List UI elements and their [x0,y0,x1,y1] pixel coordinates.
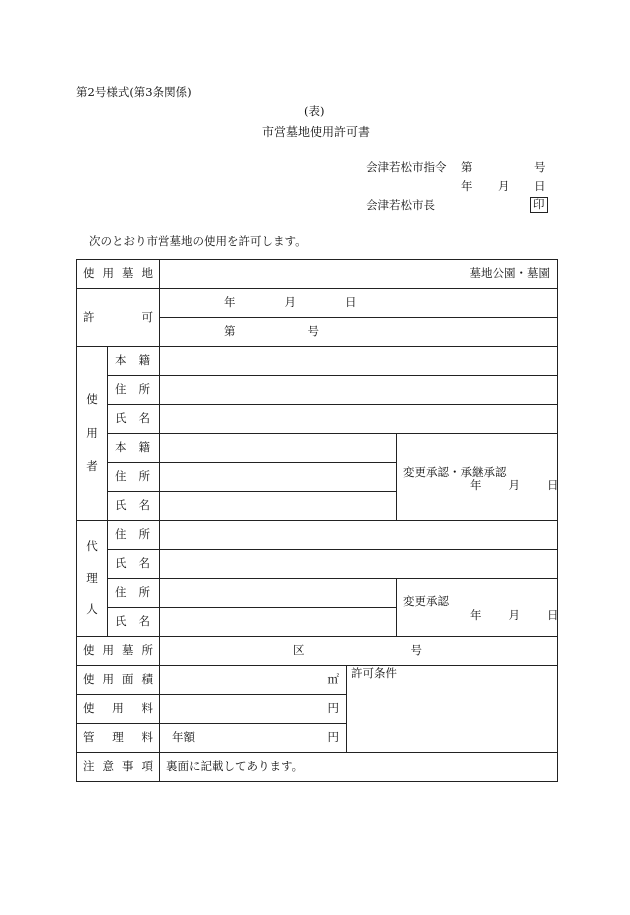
char: 用 [112,701,124,716]
char: 項 [141,759,153,774]
char: 墓 [122,643,134,658]
fee-label [77,695,160,724]
row-notes [77,753,558,782]
agent-change-hi: 日 [547,608,559,622]
char: 用 [86,425,98,440]
agent-jusho-2-label [108,579,160,608]
grave-ku: 区 [293,643,305,658]
user-jusho-field[interactable] [160,376,558,405]
agent-label [77,521,108,637]
user-change-hi: 日 [547,478,559,492]
mayor-label: 会津若松市長 [366,198,435,212]
char: 許 [83,309,95,324]
char: 可 [141,309,153,324]
issue-hi: 日 [534,179,546,193]
char: 氏 [115,556,127,571]
use-cemetery-value[interactable] [160,260,558,289]
char: 積 [141,672,153,687]
char: 本 [115,353,127,368]
fee-unit: 円 [327,701,339,716]
char: 氏 [115,411,127,426]
char: 事 [122,759,134,774]
char: 所 [138,527,150,542]
agent-shimei-2-label [108,608,160,637]
char: 用 [102,672,114,687]
char: 用 [102,266,114,281]
agent-change-nen: 年 [470,608,482,622]
char: 使 [83,701,95,716]
agent-shimei-2-field[interactable] [160,608,397,637]
char: 面 [122,672,134,687]
row-user-jusho [77,376,558,405]
use-cemetery-label [77,260,160,289]
char: 料 [141,730,153,745]
char: 所 [138,382,150,397]
area-unit: ㎡ [327,672,339,687]
char: 地 [141,266,153,281]
user-change-nen: 年 [470,478,482,492]
agent-change-approval-label: 変更承認 [403,593,449,608]
char: 氏 [115,614,127,629]
row-area [77,666,558,695]
row-agent-jusho-2 [77,579,558,608]
user-honseki-field[interactable] [160,347,558,376]
directive-dai: 第 [461,160,473,174]
char: 代 [86,539,98,554]
char: 本 [115,440,127,455]
permit-number-field[interactable] [160,318,558,347]
row-user-honseki-2 [77,434,558,463]
char: 用 [102,643,114,658]
char: 住 [115,585,127,600]
intro-text: 次のとおり市営墓地の使用を許可します。 [89,234,307,248]
char: 注 [83,759,95,774]
char: 所 [138,585,150,600]
issue-nen: 年 [461,179,473,193]
agent-shimei-label [108,550,160,579]
area-field[interactable] [160,666,347,695]
char: 籍 [138,440,150,455]
char: 名 [138,411,150,426]
permit-nen: 年 [224,295,236,310]
fee-field[interactable] [160,695,347,724]
agent-change-tsuki: 月 [508,608,520,622]
directive-go: 号 [534,160,546,174]
row-user-honseki [77,347,558,376]
char: 名 [138,614,150,629]
permit-tsuki: 月 [284,295,296,310]
char: 名 [138,556,150,571]
user-honseki-2-label [108,434,160,463]
grave-site-label [77,637,160,666]
char: 所 [138,469,150,484]
permit-form-table [76,259,558,782]
user-honseki-label [108,347,160,376]
user-change-approval[interactable] [397,434,558,521]
agent-shimei-field[interactable] [160,550,558,579]
char: 使 [86,392,98,407]
user-change-approval-label: 変更承認・承継承認 [403,464,507,479]
user-jusho-label [108,376,160,405]
mgmt-fee-label [77,724,160,753]
char: 使 [83,643,95,658]
seal-text: 印 [530,197,548,213]
user-jusho-2-field[interactable] [160,463,397,492]
char: 住 [115,527,127,542]
char: 氏 [115,498,127,513]
row-agent-shimei [77,550,558,579]
char: 管 [83,730,95,745]
agent-change-approval[interactable] [397,579,558,637]
mgmt-fee-field[interactable] [160,724,347,753]
permit-dai: 第 [224,324,236,339]
agent-jusho-label [108,521,160,550]
char: 者 [86,459,98,474]
user-honseki-2-field[interactable] [160,434,397,463]
row-use-cemetery [77,260,558,289]
notes-text: 裏面に記載してあります。 [166,759,304,774]
user-label [77,347,108,521]
mgmt-fee-unit: 円 [327,730,339,745]
agent-jusho-field[interactable] [160,521,558,550]
form-number: 第2号様式(第3条関係) [76,85,192,99]
char: 籍 [138,353,150,368]
row-permit-date [77,289,558,318]
user-jusho-2-label [108,463,160,492]
user-shimei-field[interactable] [160,405,558,434]
char: 所 [141,643,153,658]
side-label: (表) [304,104,325,118]
agent-jusho-2-field[interactable] [160,579,397,608]
notes-field [160,753,558,782]
mgmt-fee-annual: 年額 [172,730,195,745]
row-user-shimei [77,405,558,434]
char: 住 [115,469,127,484]
char: 料 [141,701,153,716]
char: 住 [115,382,127,397]
permit-date-field[interactable] [160,289,558,318]
permit-label [77,289,160,347]
directive-label: 会津若松市指令 [366,160,447,174]
char: 名 [138,498,150,513]
grave-site-field[interactable] [160,637,558,666]
char: 墓 [122,266,134,281]
permit-go: 号 [307,324,319,339]
char: 使 [83,672,95,687]
permit-conditions-label: 許可条件 [351,666,397,680]
char: 人 [86,602,98,617]
char: 使 [83,266,95,281]
char: 理 [86,570,98,585]
row-grave-site [77,637,558,666]
row-agent-jusho [77,521,558,550]
permit-conditions-field[interactable] [347,666,558,753]
user-change-tsuki: 月 [508,478,520,492]
page-title: 市営墓地使用許可書 [262,125,371,139]
area-label [77,666,160,695]
char: 意 [102,759,114,774]
permit-hi: 日 [345,295,357,310]
cemetery-type: 墓地公園・墓園 [469,266,550,281]
grave-go: 号 [410,643,422,658]
issue-tsuki: 月 [498,179,510,193]
user-shimei-2-label [108,492,160,521]
char: 理 [112,730,124,745]
seal-stamp [530,197,548,213]
user-shimei-2-field[interactable] [160,492,397,521]
notes-label [77,753,160,782]
user-shimei-label [108,405,160,434]
